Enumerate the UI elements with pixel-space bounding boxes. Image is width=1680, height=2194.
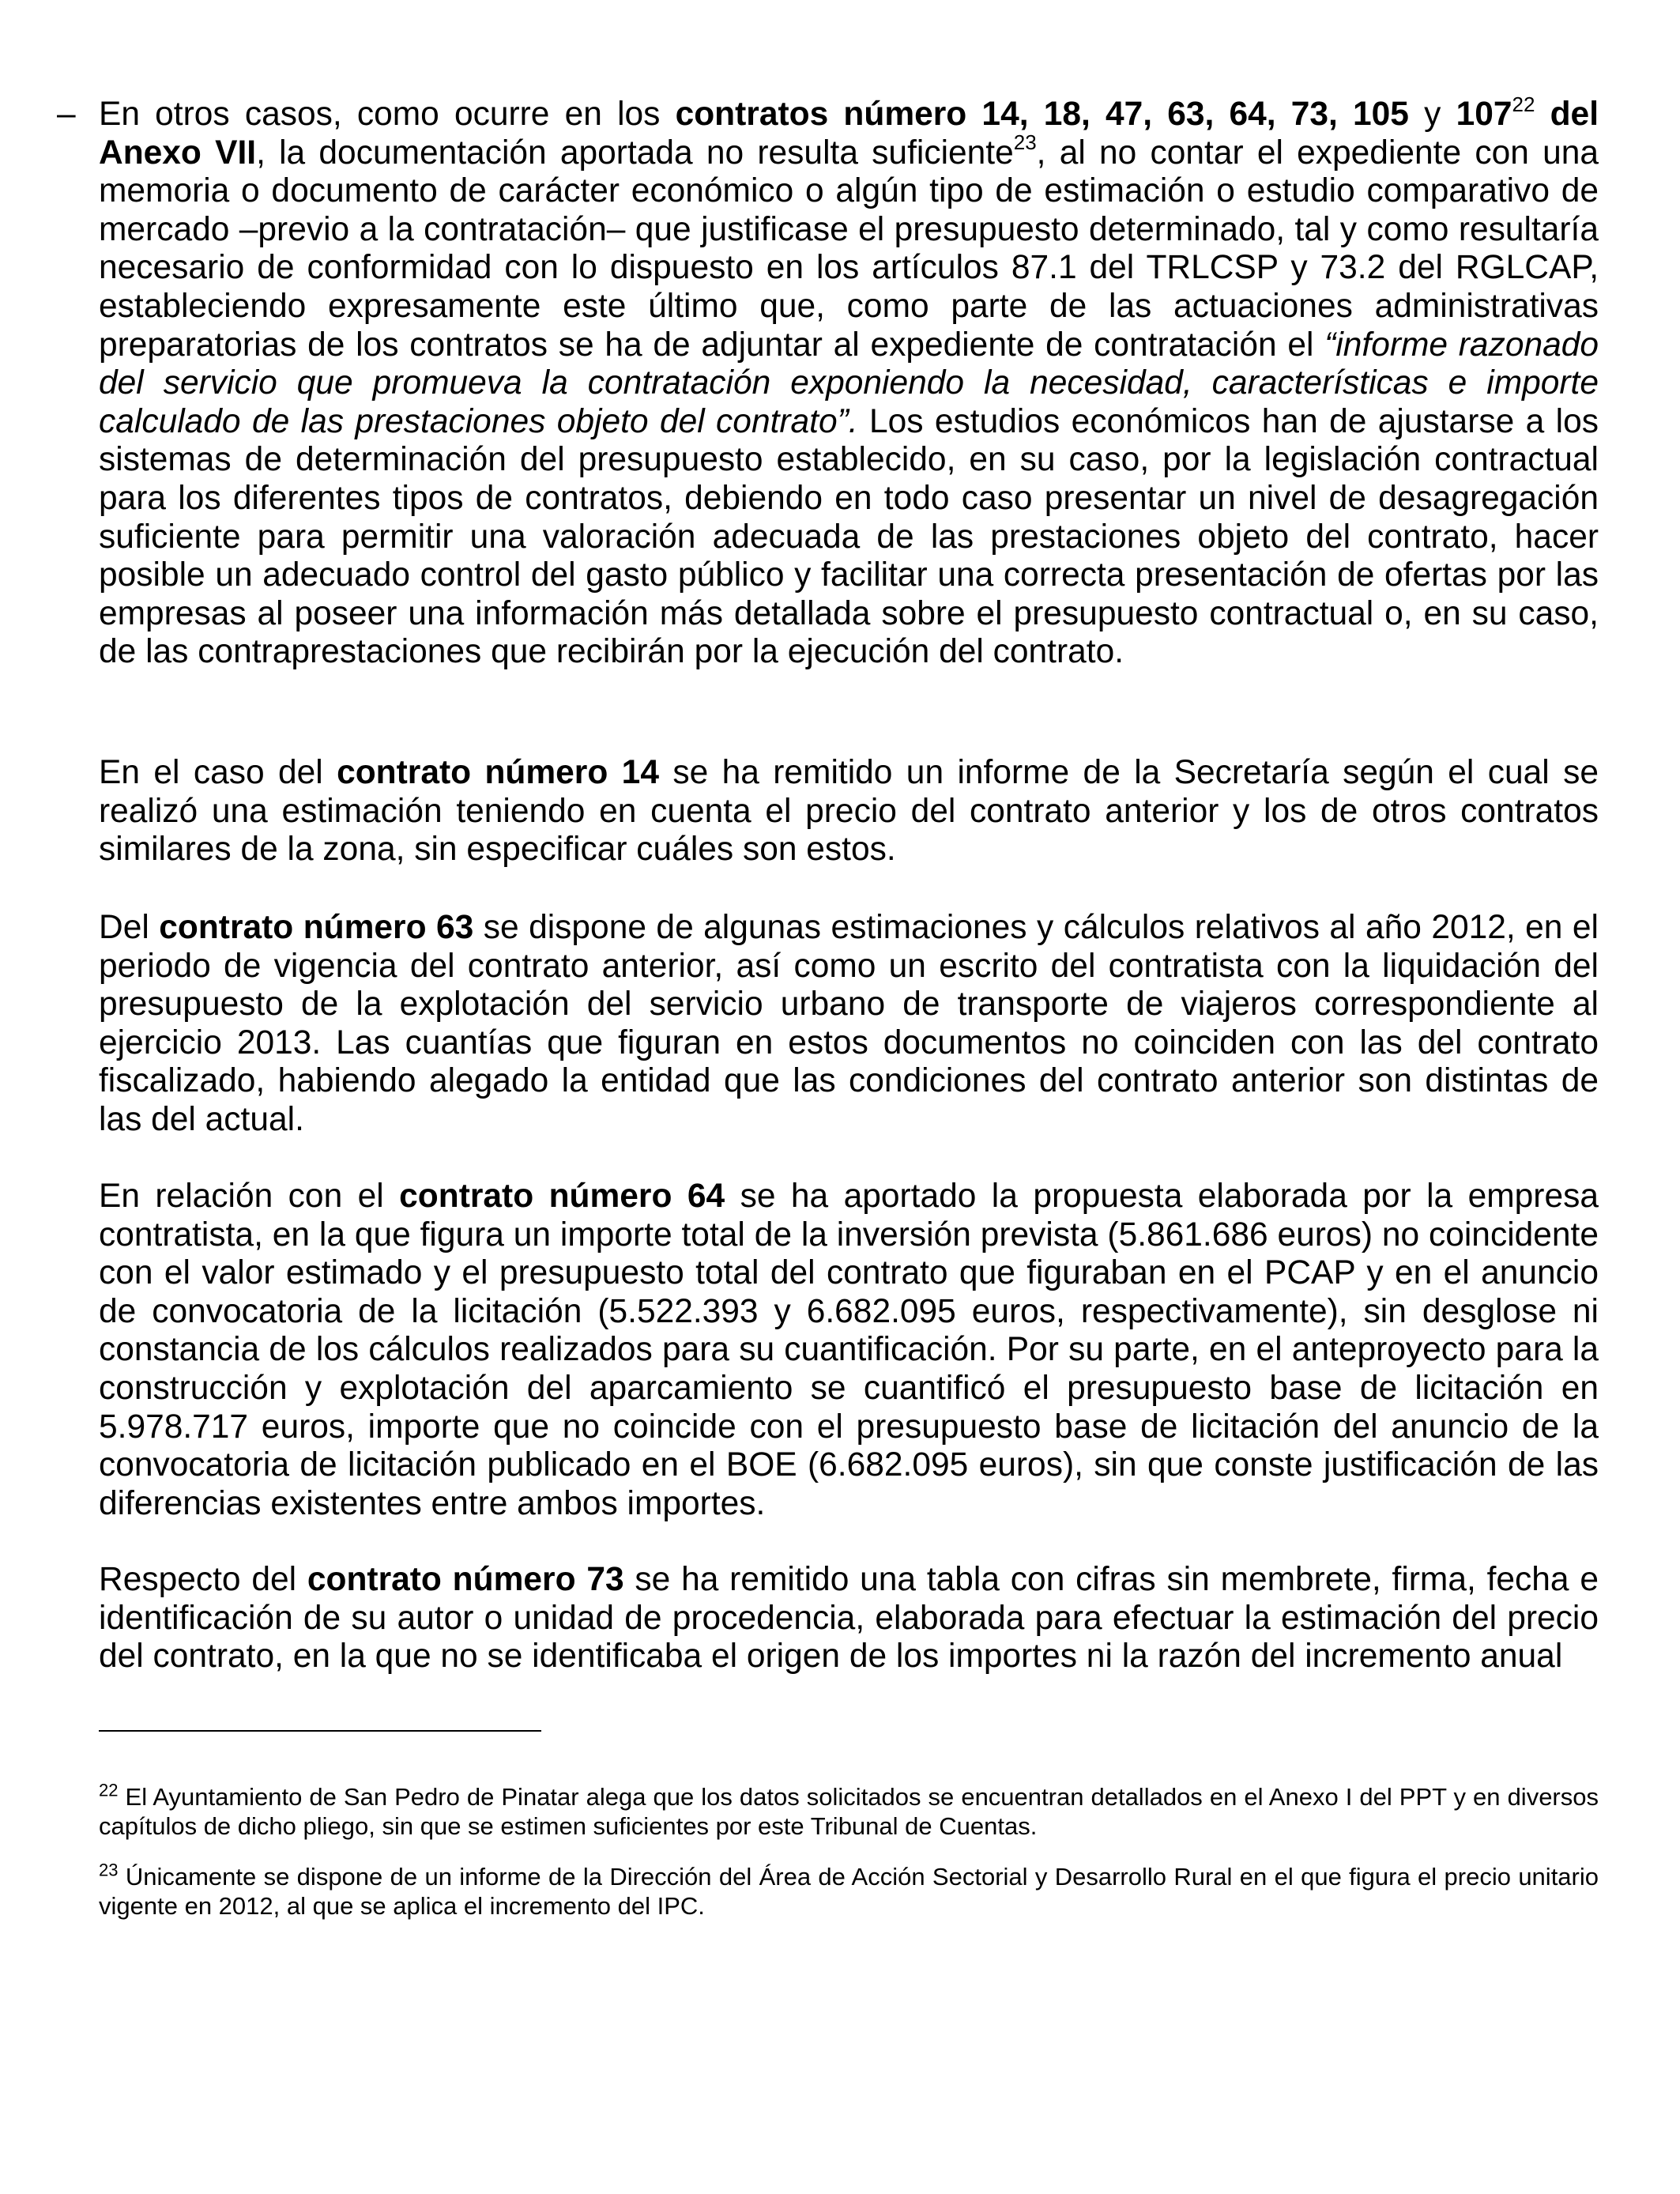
text-run: , al no contar el expediente con una memoria o documento de carácter económico o algún tipo de estimación o estudio comparativo de mercado –previo a la contratación– que justificase el presupuesto determinado, tal y como resultaría necesario de conformidad con lo dispuesto en los artículos 87.1 del TRLCSP y 73.2 del RGLCAP, estableciendo expresamente este último que, como parte de las actuaciones administrativas preparatorias de los contratos se ha de adjuntar al expediente de contratación el <box>99 134 1599 364</box>
bold-contract-list: contratos número 14, 18, 47, 63, 64, 73, 105 <box>675 96 1409 133</box>
text-run: y <box>1408 96 1456 133</box>
paragraph-contract-63 <box>99 909 1599 1140</box>
bold-contract-64: contrato número 64 <box>399 1178 725 1215</box>
text-run: Del <box>99 909 160 946</box>
footnote-ref-22[interactable]: 22 <box>1512 92 1535 116</box>
bullet-marker: – <box>57 96 76 133</box>
footnote-23 <box>99 1862 1599 1921</box>
bold-contract-63: contrato número 63 <box>159 909 474 946</box>
text-run: se ha aportado la propuesta elaborada por la empresa contratista, en la que figura un importe total de la inversión prevista (5.861.686 euros) no coincidente con el valor estimado y el presupuesto total del contrato que figuraban en el PCAP y en el anuncio de convocatoria de la licitación (5.522.393 y 6.682.095 euros, respectivamente), sin desglose ni constancia de los cálculos realizados para su cuantificación. Por su parte, en el anteproyecto para la construcción y explotación del aparcamiento se cuantificó el presupuesto base de licitación en 5.978.717 euros, importe que no coincide con el presupuesto base de licitación del anuncio de la convocatoria de licitación publicado en el BOE (6.682.095 euros), sin que conste justificación de las diferencias existentes entre ambos importes. <box>99 1178 1599 1522</box>
text-run: En relación con el <box>99 1178 400 1215</box>
text-run: se ha remitido un informe de la Secretaría según el cual se realizó una estimación teniendo en cuenta el precio del contrato anterior y los de otros contratos similares de la zona, sin especificar cuáles son estos. <box>99 754 1599 869</box>
text-run: se ha remitido una tabla con cifras sin membrete, firma, fecha e identificación de su autor o unidad de procedencia, elaborada para efectuar la estimación del precio del contrato, en la que no se identificaba el origen de los importes ni la razón del incremento anual <box>99 1561 1599 1676</box>
text-run: En otros casos, como ocurre en los <box>99 96 676 133</box>
paragraph-contract-64 <box>99 1178 1599 1523</box>
footnote-number: 23 <box>99 1860 119 1880</box>
text-run: Respecto del <box>99 1561 307 1598</box>
bold-anexo-vii: del Anexo VII <box>99 96 1599 172</box>
italic-quote: “informe razonado del servicio que promueva la contratación exponiendo la necesidad, características e importe calculado de las prestaciones objeto del contrato”. <box>99 326 1599 440</box>
bold-contract-107: 107 <box>1456 96 1512 133</box>
paragraph-contract-73 <box>99 1561 1599 1676</box>
paragraph-contract-14 <box>99 754 1599 869</box>
bold-contract-73: contrato número 73 <box>307 1561 624 1598</box>
footnote-text: Únicamente se dispone de un informe de la Dirección del Área de Acción Sectorial y Desarrollo Rural en el que figura el precio unitario vigente en 2012, al que se aplica el incremento del IPC. <box>99 1863 1599 1920</box>
text-run: se dispone de algunas estimaciones y cálculos relativos al año 2012, en el periodo de vigencia del contrato anterior, así como un escrito del contratista con la liquidación del presupuesto de la explotación del servicio urbano de transporte de viajeros correspondiente al ejercicio 2013. Las cuantías que figuran en estos documentos no coinciden con las del contrato fiscalizado, habiendo alegado la entidad que las condiciones del contrato anterior son distintas de las del actual. <box>99 909 1599 1138</box>
footnote-22 <box>99 1782 1599 1841</box>
text-run: En el caso del <box>99 754 337 791</box>
footnote-number: 22 <box>99 1780 119 1800</box>
bullet-paragraph <box>99 92 1599 672</box>
bold-contract-14: contrato número 14 <box>337 754 659 791</box>
footnote-separator <box>99 1730 541 1732</box>
text-run: Los estudios económicos han de ajustarse a los sistemas de determinación del presupuesto establecido, en su caso, por la legislación contractual para los diferentes tipos de contratos, debiendo en todo caso presentar un nivel de desagregación suficiente para permitir una valoración adecuada de las prestaciones objeto del contrato, hacer posible un adecuado control del gasto público y facilitar una correcta presentación de ofertas por las empresas al poseer una información más detallada sobre el presupuesto contractual o, en su caso, de las contraprestaciones que recibirán por la ejecución del contrato. <box>99 402 1599 671</box>
footnote-ref-23[interactable]: 23 <box>1013 130 1037 155</box>
footnote-text: El Ayuntamiento de San Pedro de Pinatar alega que los datos solicitados se encuentran detallados en el Anexo I del PPT y en diversos capítulos de dicho pliego, sin que se estimen suficientes por este Tribunal de Cuentas. <box>99 1783 1599 1840</box>
text-run <box>1535 96 1550 133</box>
text-run: , la documentación aportada no resulta suficiente <box>256 134 1014 172</box>
